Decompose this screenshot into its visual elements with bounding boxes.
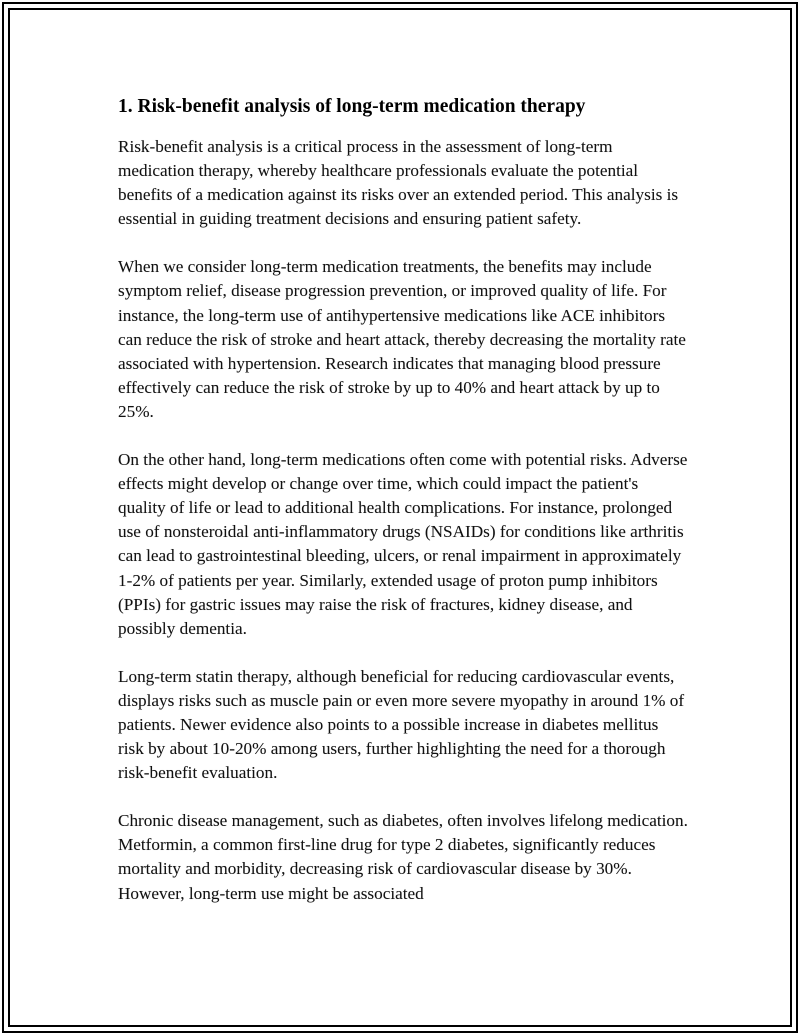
paragraph-intro: Risk-benefit analysis is a critical process in the assessment of long-term medication therapy, whereby healthcare professionals evaluate the potential benefits of a medication against its risks over an extended period. This analysis is essential in guiding treatment decisions and ensuring patient safety.: [118, 137, 679, 229]
document-page: [118, 94, 688, 930]
paragraph-chronic-disease: Chronic disease management, such as diabetes, often involves lifelong medication. Metformin, a common first-line drug for type 2 diabetes, significantly reduces mortality and morbidity, decreasing risk of cardiovascular disease by 30%. However, long-term use might be associated: [118, 811, 688, 903]
paragraph-benefits: When we consider long-term medication treatments, the benefits may include symptom relief, disease progression prevention, or improved quality of life. For instance, the long-term use of antihypertensive medications like ACE inhibitors can reduce the risk of stroke and heart attack, thereby decreasing the mortality rate associated with hypertension. Research indicates that managing blood pressure effectively can reduce the risk of stroke by up to 40% and heart attack by up to 25%.: [118, 257, 686, 421]
paragraph-statins: Long-term statin therapy, although beneficial for reducing cardiovascular events, displays risks such as muscle pain or even more severe myopathy in around 1% of patients. Newer evidence also points to a possible increase in diabetes mellitus risk by about 10-20% among users, further highlighting the need for a thorough risk-benefit evaluation.: [118, 666, 685, 783]
section-title: 1. Risk-benefit analysis of long-term medication therapy: [118, 96, 586, 117]
paragraph-risks: On the other hand, long-term medications often come with potential risks. Adverse effects might develop or change over time, which could impact the patient's quality of life or lead to additional health complications. For instance, prolonged use of nonsteroidal anti-inflammatory drugs (NSAIDs) for conditions like arthritis can lead to gastrointestinal bleeding, ulcers, or renal impairment in approximately 1-2% of patients per year. Similarly, extended usage of proton pump inhibitors (PPIs) for gastric issues may raise the risk of fractures, kidney disease, and possibly dementia.: [118, 450, 688, 638]
